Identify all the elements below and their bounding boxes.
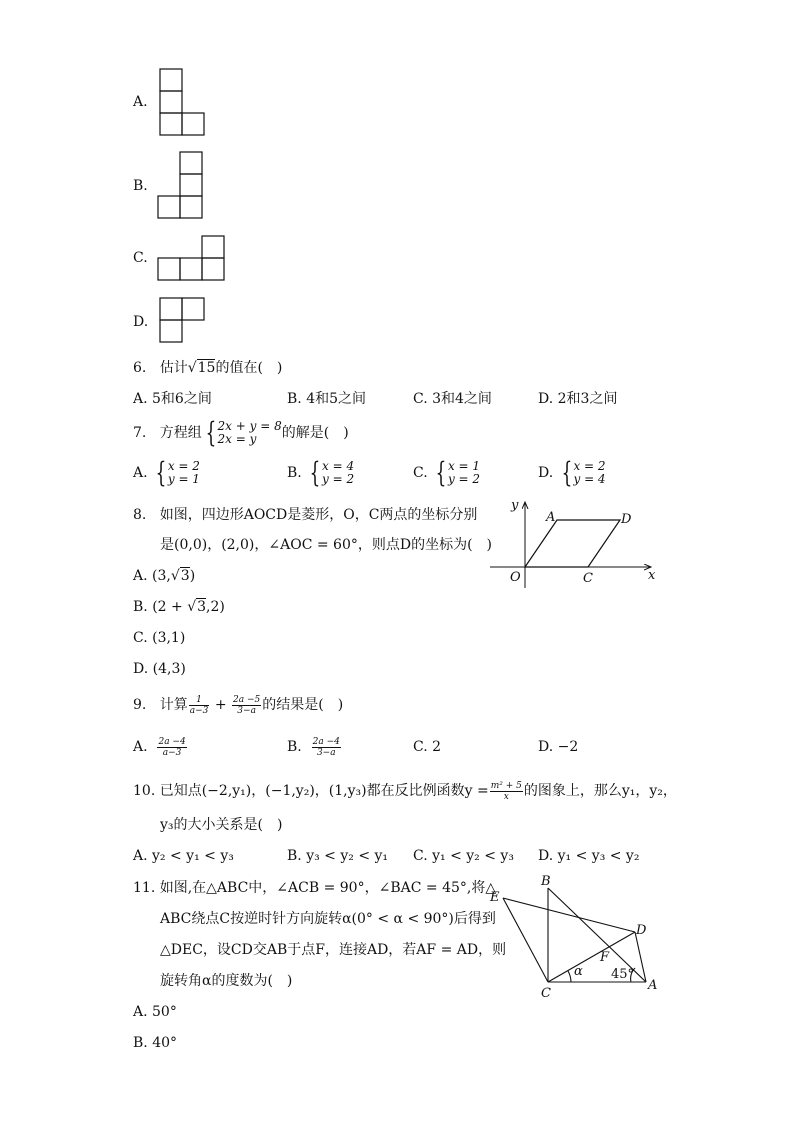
point-c-label: C (583, 571, 593, 586)
denominator: 3−a (237, 705, 256, 716)
segment-da (635, 932, 646, 982)
function-fraction (490, 781, 523, 802)
fraction (312, 737, 341, 758)
q6-option-c: C. 3和4之间 (413, 391, 492, 407)
solution (168, 460, 200, 486)
net-c (158, 236, 224, 280)
fraction-2 (232, 695, 261, 716)
numerator: 1 (189, 695, 210, 706)
question-text: 估计 (159, 360, 188, 376)
q10-option-a: A. y₂ < y₁ < y₃ (133, 848, 234, 864)
question-6: 6. 估计√15的值在( ) (133, 360, 283, 376)
brace: { (155, 456, 167, 489)
question-text: 方程组 (159, 425, 202, 441)
angle-45-label: 45° (611, 967, 635, 982)
question-11 (133, 879, 496, 897)
question-9 (133, 692, 343, 718)
q10-option-b: B. y₃ < y₂ < y₁ (287, 848, 389, 864)
question-number: 10. (133, 783, 156, 799)
numerator: 2a −4 (312, 736, 340, 747)
solution-y: y = 1 (167, 472, 200, 486)
radicand: 3 (197, 599, 207, 615)
denominator: 3−a (316, 747, 336, 758)
question-8-line-2: 是(0,0)，(2,0)，∠AOC = 60°，则点D的坐标为( ) (160, 537, 493, 553)
question-number: 7. (133, 425, 147, 441)
option-label: C. (413, 465, 428, 481)
numerator: 2a −4 (158, 736, 186, 747)
numerator: 2a −5 (233, 694, 261, 705)
solution (573, 460, 605, 486)
y-axis-label: y (511, 498, 519, 513)
solution-x: x = 1 (447, 459, 481, 473)
question-text: 已知点(−2,y₁)，(−1,y₂)，(1,y₃)都在反比例函数y = (159, 783, 489, 799)
q8-option-b: B. (2 + √3,2) (133, 599, 225, 615)
solution (448, 460, 480, 486)
q10-option-c: C. y₁ < y₂ < y₃ (413, 848, 514, 864)
solution-y: y = 4 (573, 472, 606, 486)
plus-sign: + (214, 697, 227, 713)
angle-alpha-label: α (574, 964, 583, 979)
option-label: D. (538, 465, 554, 481)
x-axis-label: x (648, 568, 656, 583)
q6-option-d: D. 2和3之间 (538, 391, 618, 407)
point-e-label: E (490, 890, 500, 905)
question-7 (133, 418, 349, 448)
q9-option-d: D. −2 (538, 739, 579, 755)
q7-option-b (287, 458, 354, 488)
rhombus-aocd (525, 520, 620, 567)
net-d (160, 298, 204, 342)
option-c-label: C. (133, 250, 148, 266)
option-text: A. (3, (133, 568, 171, 584)
question-10-line-2: y₃的大小关系是( ) (160, 817, 283, 833)
point-d-label: D (621, 512, 632, 527)
solution-x: x = 2 (167, 459, 200, 473)
q9-option-a (133, 734, 188, 760)
point-a-label: A (546, 510, 556, 525)
question-8 (133, 506, 477, 524)
question-text: 的解是( ) (281, 425, 349, 441)
option-label: B. (287, 739, 302, 755)
angle-alpha-arc (568, 971, 571, 982)
q8-option-d: D. (4,3) (133, 661, 186, 677)
option-text: ) (189, 568, 196, 584)
q6-option-a: A. 5和6之间 (133, 391, 212, 407)
fraction (157, 737, 186, 758)
question-number: 11. (133, 880, 156, 896)
cube-nets-figures (0, 0, 794, 360)
equation-system (218, 420, 282, 446)
brace: { (205, 416, 216, 449)
solution-x: x = 4 (322, 459, 355, 473)
question-text: 的值在( ) (215, 360, 283, 376)
point-d-label: D (636, 923, 647, 938)
brace: { (561, 456, 572, 489)
option-label: A. (133, 739, 148, 755)
option-text: B. (2 + (133, 599, 188, 615)
question-11-line-4: 旋转角α的度数为( ) (160, 973, 293, 989)
triangle-rotation-figure (485, 868, 665, 1003)
point-o-label: O (510, 570, 521, 585)
q11-option-b: B. 40° (133, 1035, 178, 1051)
denominator: a−3 (162, 747, 182, 758)
q7-option-c (413, 458, 480, 488)
question-11-line-3: △DEC，设CD交AB于点F，连接AD，若AF = AD，则 (160, 942, 507, 958)
q11-option-a: A. 50° (133, 1004, 177, 1020)
question-number: 9. (133, 697, 147, 713)
equation-1: 2x + y = 8 (217, 419, 282, 433)
net-a (160, 69, 204, 135)
segment-ec (503, 898, 548, 982)
fraction-1 (189, 695, 210, 716)
equation-2: 2x = y (217, 432, 257, 446)
option-label: B. (287, 465, 302, 481)
solution (322, 460, 354, 486)
q7-option-d (538, 458, 606, 488)
point-f-label: F (600, 950, 610, 965)
radicand: 3 (180, 568, 190, 584)
point-c-label: C (541, 986, 551, 1001)
solution-y: y = 2 (447, 472, 481, 486)
point-a-label: A (648, 978, 658, 993)
q7-option-a (133, 458, 200, 488)
brace: { (435, 456, 447, 489)
q10-option-d: D. y₁ < y₃ < y₂ (538, 848, 640, 864)
segment-ed (503, 898, 635, 932)
numerator: m² + 5 (490, 780, 522, 791)
q9-option-c: C. 2 (413, 739, 442, 755)
question-number: 6. (133, 360, 147, 376)
question-text: 的图象上，那么y₁，y₂， (523, 783, 677, 799)
brace: { (309, 456, 321, 489)
solution-x: x = 2 (573, 459, 606, 473)
question-text: 计算 (159, 697, 188, 713)
question-text: 的结果是( ) (262, 697, 344, 713)
option-d-label: D. (133, 314, 149, 330)
solution-y: y = 2 (322, 472, 355, 486)
question-text: 如图，四边形AOCD是菱形，O，C两点的坐标分别 (159, 507, 478, 523)
rhombus-coordinate-figure (485, 495, 665, 590)
option-b-label: B. (133, 178, 148, 194)
question-number: 8. (133, 507, 147, 523)
radicand: 15 (197, 360, 216, 376)
question-text: 如图,在△ABC中，∠ACB = 90°，∠BAC = 45°,将△ (159, 880, 497, 896)
q9-option-b (287, 734, 342, 760)
net-b (158, 152, 202, 218)
q8-option-a: A. (3,√3) (133, 568, 196, 584)
denominator: x (503, 791, 509, 802)
option-text: ,2) (206, 599, 225, 615)
point-b-label: B (541, 874, 551, 889)
denominator: a−3 (189, 705, 209, 716)
option-a-label: A. (133, 94, 148, 110)
q6-option-b: B. 4和5之间 (287, 391, 367, 407)
q8-option-c: C. (3,1) (133, 630, 186, 646)
question-10 (133, 778, 677, 804)
option-label: A. (133, 465, 148, 481)
question-11-line-2: ABC绕点C按逆时针方向旋转α(0° < α < 90°)后得到 (160, 911, 496, 927)
